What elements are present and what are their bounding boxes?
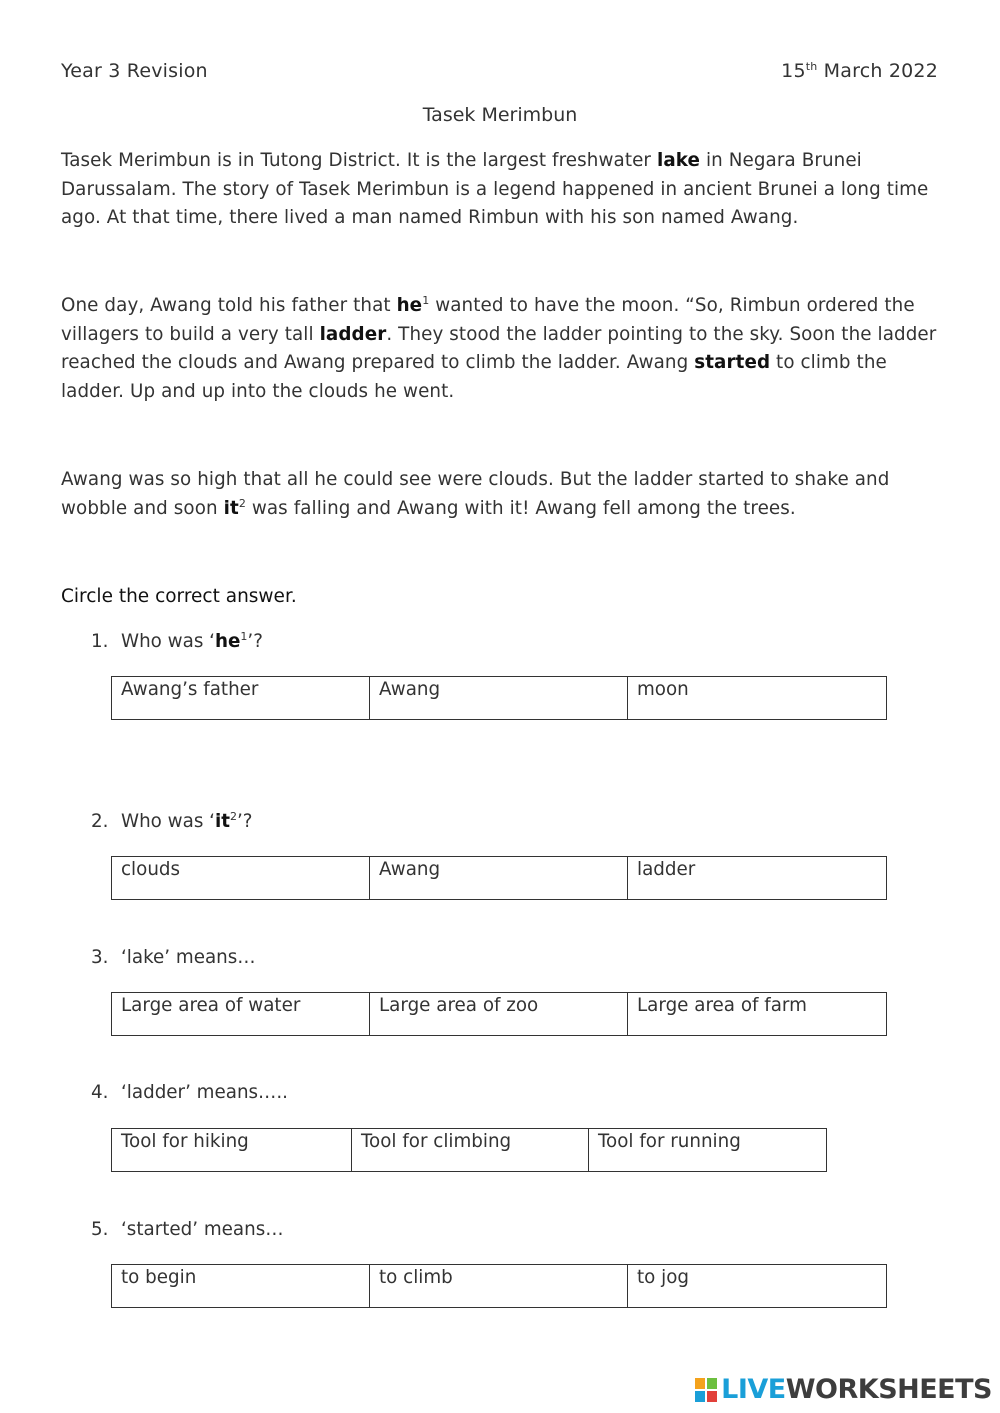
story-paragraph-2 (61, 292, 951, 406)
answer-option[interactable]: Awang (370, 677, 628, 720)
paragraph-1-text-b: in Negara Brunei Darussalam. The story of Tasek Merimbun is a legend happened in ancient Brunei a long time ago. At that time, there lived a man named Rimbun with his son named Awang. (61, 150, 929, 228)
question-5 (91, 1219, 284, 1240)
keyword-it: it (223, 497, 239, 519)
answer-option[interactable]: Tool for hiking (112, 1129, 352, 1172)
instruction-heading: Circle the correct answer. (61, 586, 297, 607)
header-date (781, 60, 938, 82)
question-text: ‘lake’ means… (121, 947, 256, 968)
footnote-2: 2 (238, 496, 246, 510)
date-suffix: th (805, 60, 818, 73)
paragraph-2-text-d: to climb the ladder. Up and up into the clouds he went. (61, 352, 887, 402)
keyword-he: he (396, 295, 423, 316)
answer-option[interactable]: Tool for running (589, 1129, 827, 1172)
question-4 (91, 1082, 288, 1103)
answer-option[interactable]: to begin (112, 1265, 370, 1308)
answer-option[interactable]: clouds (112, 857, 370, 900)
answer-table-4 (111, 1128, 827, 1172)
question-text-suffix: ’? (236, 811, 253, 832)
question-number: 5. (91, 1219, 109, 1240)
story-paragraph-1 (61, 147, 951, 233)
question-keyword: it (214, 811, 230, 832)
page-title: Tasek Merimbun (422, 104, 578, 126)
answer-option[interactable]: Tool for climbing (352, 1129, 589, 1172)
question-text: ‘started’ means… (121, 1219, 284, 1240)
question-keyword: he (214, 631, 241, 652)
question-1 (91, 631, 263, 652)
question-text: ‘ladder’ means….. (121, 1082, 288, 1103)
keyword-started: started (694, 352, 771, 373)
answer-table-3 (111, 992, 887, 1036)
header-left-label: Year 3 Revision (61, 60, 208, 82)
question-2 (91, 811, 253, 832)
date-day: 15 (781, 60, 806, 82)
liveworksheets-logo-icon (695, 1378, 717, 1402)
paragraph-2-text-b: wanted to have the moon. “So, Rimbun ordered the villagers to build a very tall (61, 295, 915, 345)
answer-option[interactable]: Large area of farm (628, 993, 887, 1036)
question-3 (91, 947, 256, 968)
liveworksheets-wordmark (721, 1374, 992, 1405)
liveworksheets-logo (695, 1374, 992, 1405)
answer-option[interactable]: Awang’s father (112, 677, 370, 720)
logo-suffix: WORKSHEETS (785, 1374, 992, 1405)
footnote-1: 1 (422, 294, 430, 307)
paragraph-2-text-a: One day, Awang told his father that (61, 295, 397, 316)
paragraph-2-text-c: . They stood the ladder pointing to the sky. Soon the ladder reached the clouds and Awang prepared to climb the ladder. Awang (61, 323, 937, 373)
answer-option[interactable]: ladder (628, 857, 887, 900)
answer-option[interactable]: Large area of water (112, 993, 370, 1036)
answer-table-2 (111, 856, 887, 900)
question-text-prefix: Who was ‘ (121, 631, 215, 652)
answer-option[interactable]: Awang (370, 857, 628, 900)
question-text-prefix: Who was ‘ (121, 811, 215, 832)
question-number: 2. (91, 811, 109, 832)
answer-option[interactable]: moon (628, 677, 887, 720)
answer-option[interactable]: Large area of zoo (370, 993, 628, 1036)
paragraph-1-text-a: Tasek Merimbun is in Tutong District. It is the largest freshwater (61, 150, 657, 171)
question-number: 1. (91, 631, 109, 652)
question-number: 3. (91, 947, 109, 968)
question-number: 4. (91, 1082, 109, 1103)
date-rest: March 2022 (817, 60, 938, 82)
answer-table-5 (111, 1264, 887, 1308)
story-paragraph-3 (61, 466, 951, 523)
question-footnote: 1 (240, 630, 248, 643)
question-text-suffix: ’? (247, 631, 263, 652)
paragraph-3-text-b: was falling and Awang with it! Awang fell among the trees. (245, 497, 796, 519)
logo-prefix: LIVE (721, 1374, 786, 1405)
keyword-lake: lake (656, 150, 701, 171)
paragraph-3-text-a: Awang was so high that all he could see were clouds. But the ladder started to shake and wobble and soon (61, 469, 890, 519)
answer-option[interactable]: to climb (370, 1265, 628, 1308)
answer-table-1 (111, 676, 887, 720)
question-footnote: 2 (229, 810, 237, 823)
answer-option[interactable]: to jog (628, 1265, 887, 1308)
keyword-ladder: ladder (319, 323, 387, 345)
